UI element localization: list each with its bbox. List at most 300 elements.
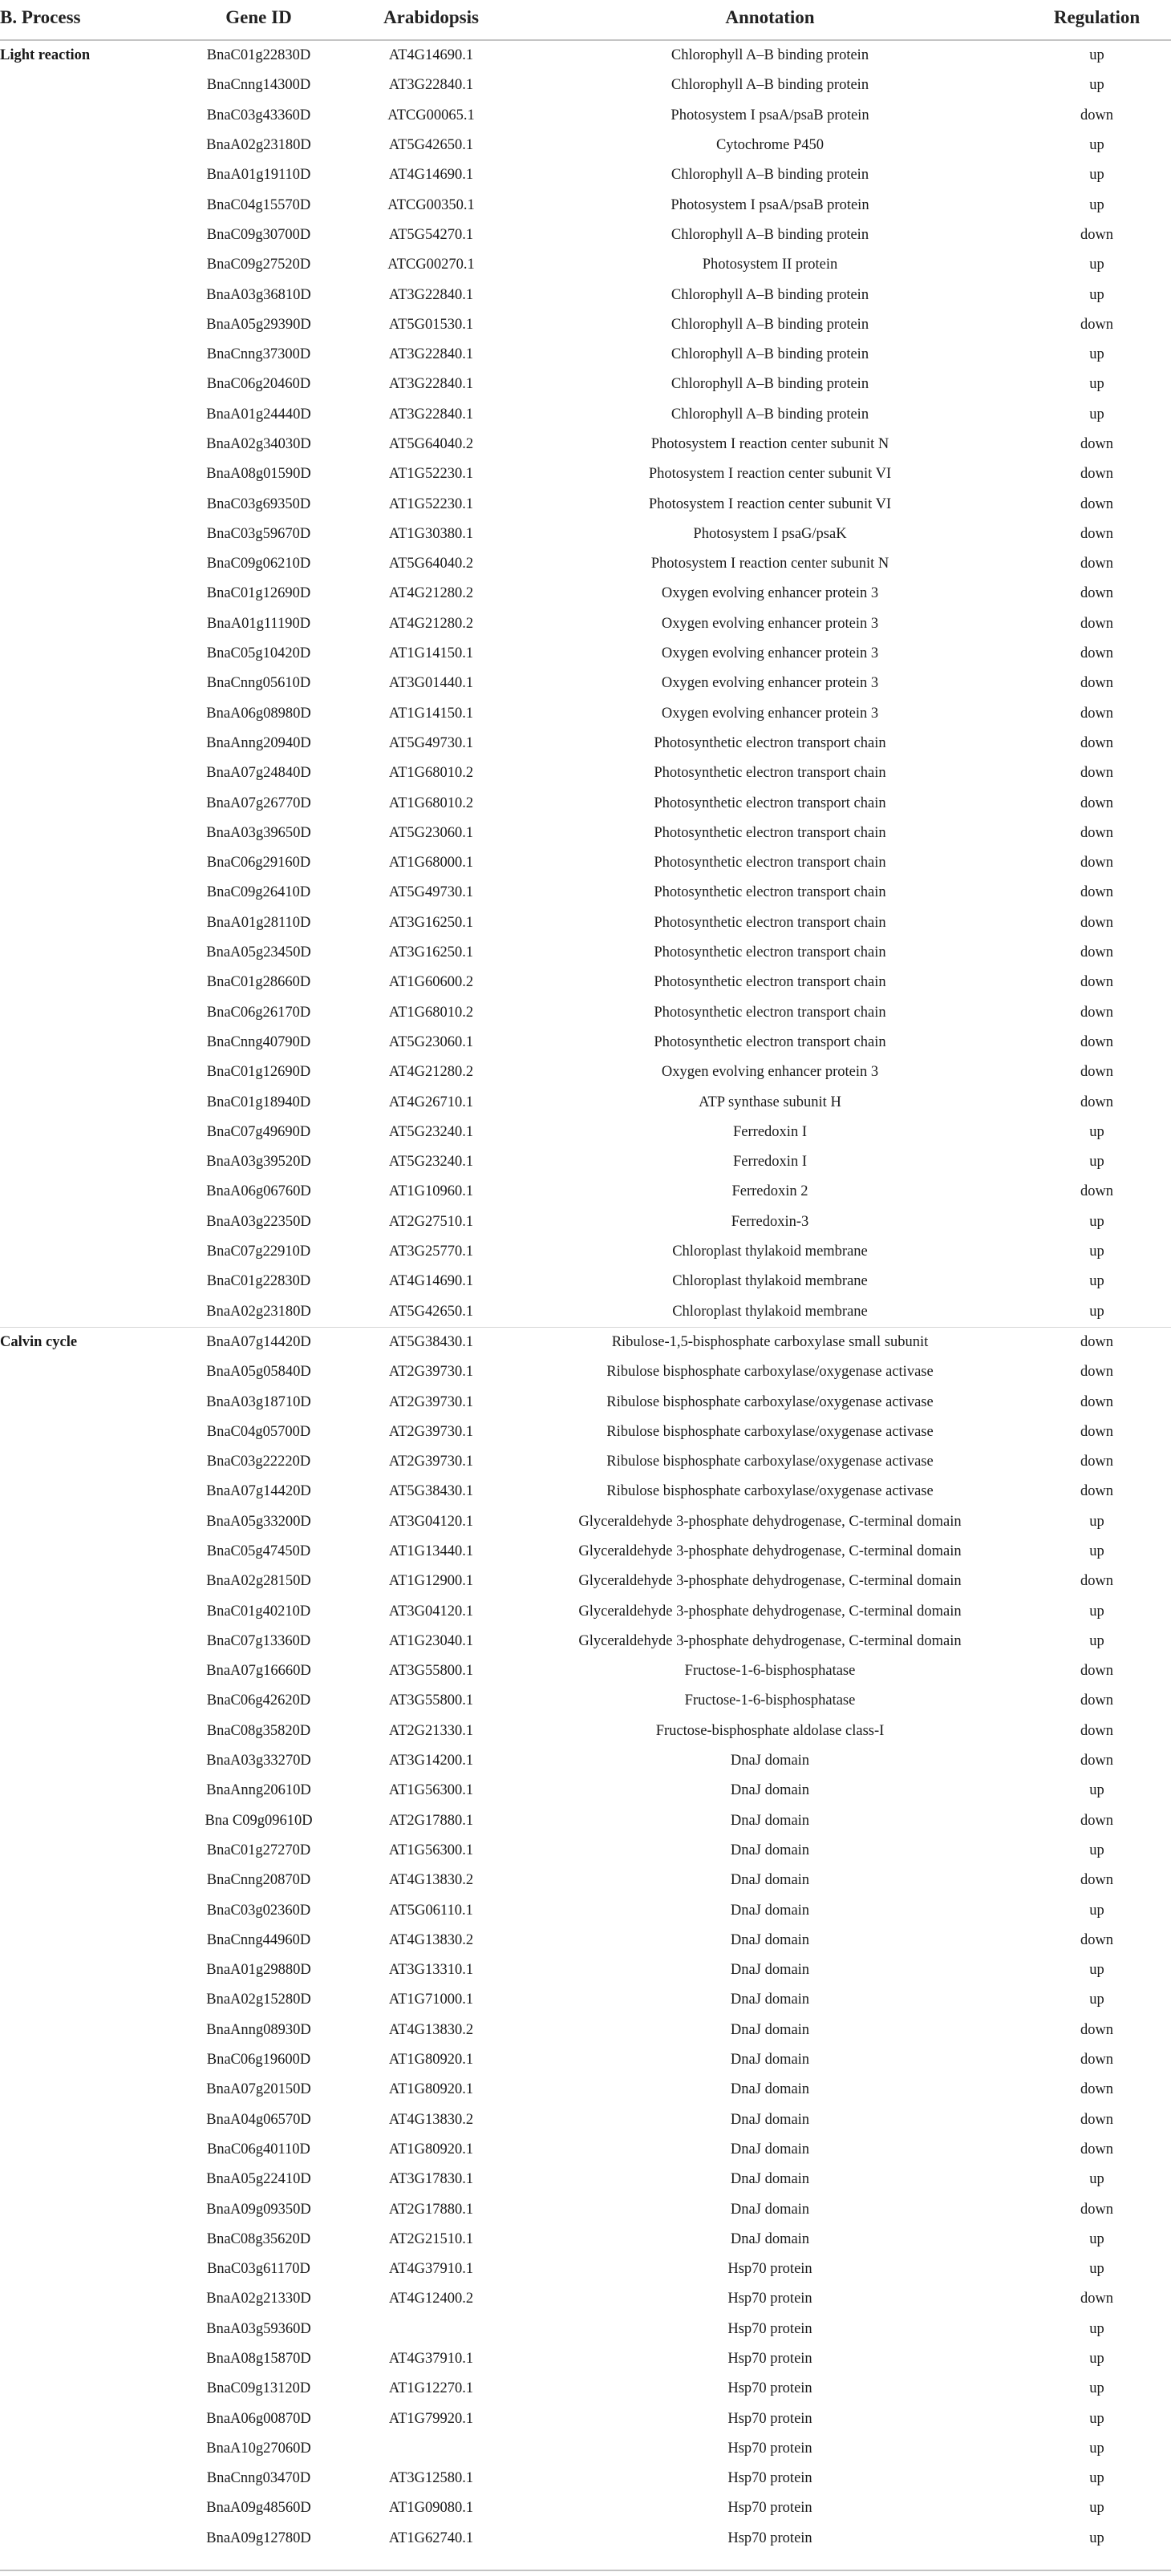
process-cell: Light reaction	[0, 47, 91, 64]
table-row	[0, 1357, 1171, 1387]
gene-id-cell: BnaA05g23450D	[206, 944, 311, 961]
gene-id-cell: BnaA02g23180D	[206, 137, 311, 154]
table-bottom-rule	[0, 2570, 1171, 2571]
table-row	[0, 1746, 1171, 1776]
annotation-cell: Hsp70 protein	[727, 2380, 812, 2397]
table-row	[0, 101, 1171, 131]
annotation-cell: Chlorophyll A–B binding protein	[671, 406, 869, 423]
arabidopsis-cell: AT1G12270.1	[388, 2380, 474, 2397]
arabidopsis-cell: AT5G38430.1	[345, 1327, 517, 1357]
arabidopsis-cell: AT3G14200.1	[388, 1753, 474, 1769]
gene-id-cell: BnaA02g15280D	[206, 1992, 311, 2008]
arabidopsis-cell: AT1G68000.1	[388, 855, 474, 871]
process-cell	[0, 1267, 172, 1296]
table-row	[0, 1267, 1171, 1296]
gene-id-cell: BnaA01g29880D	[206, 1962, 311, 1979]
regulation-cell: down	[1080, 556, 1114, 572]
process-cell	[0, 2194, 172, 2224]
regulation-cell: down	[1080, 734, 1114, 751]
process-cell	[0, 340, 172, 370]
regulation-cell: up	[1089, 2500, 1104, 2517]
table-row	[0, 1926, 1171, 1955]
regulation-cell: up	[1089, 406, 1104, 423]
regulation-cell: down	[1080, 1753, 1114, 1769]
regulation-cell: down	[1080, 974, 1114, 991]
gene-id-cell: BnaC09g30700D	[206, 226, 311, 243]
header-regulation: Regulation	[1023, 0, 1171, 40]
process-cell	[0, 1207, 172, 1237]
table-row	[0, 639, 1171, 669]
gene-id-cell: BnaA02g23180D	[206, 1303, 311, 1320]
arabidopsis-cell: AT5G49730.1	[388, 734, 474, 751]
gene-id-cell: BnaC03g22220D	[206, 1454, 311, 1470]
arabidopsis-cell: AT1G80920.1	[388, 2141, 474, 2157]
table-row	[0, 2374, 1171, 2404]
process-cell	[0, 520, 172, 549]
gene-id-cell: BnaAnng08930D	[206, 2021, 311, 2038]
table-row	[0, 1237, 1171, 1267]
process-cell	[0, 2404, 172, 2433]
process-cell	[0, 1985, 172, 2015]
arabidopsis-cell: AT4G14690.1	[388, 1273, 474, 1290]
annotation-cell: Oxygen evolving enhancer protein 3	[661, 705, 879, 722]
arabidopsis-cell: AT5G42650.1	[388, 137, 474, 154]
annotation-cell: Chlorophyll A–B binding protein	[671, 316, 869, 333]
process-cell	[0, 908, 172, 938]
process-cell	[0, 160, 172, 190]
annotation-cell: Chlorophyll A–B binding protein	[671, 286, 869, 303]
regulation-cell: up	[1089, 1213, 1104, 1230]
process-cell	[0, 1806, 172, 1836]
process-cell	[0, 2493, 172, 2523]
process-cell	[0, 459, 172, 489]
arabidopsis-cell: AT3G12580.1	[388, 2470, 474, 2487]
annotation-cell: DnaJ domain	[730, 1812, 810, 1829]
arabidopsis-cell: AT1G56300.1	[388, 1782, 474, 1799]
arabidopsis-cell: AT5G06110.1	[389, 1902, 473, 1919]
table-row	[0, 1806, 1171, 1836]
process-cell	[0, 1447, 172, 1477]
annotation-cell: Cytochrome P450	[715, 137, 825, 154]
regulation-cell: up	[1089, 1902, 1104, 1919]
annotation-cell: Chlorophyll A–B binding protein	[671, 226, 869, 243]
table-row	[0, 280, 1171, 309]
gene-id-cell: BnaC07g22910D	[206, 1244, 311, 1260]
arabidopsis-cell: AT4G14690.1	[388, 47, 474, 64]
table-row	[0, 2045, 1171, 2075]
annotation-cell: Fructose-1-6-bisphosphatase	[684, 1692, 856, 1709]
arabidopsis-cell: AT1G62740.1	[388, 2529, 474, 2546]
arabidopsis-cell	[345, 2315, 517, 2344]
arabidopsis-cell: AT5G01530.1	[388, 316, 474, 333]
table-row	[0, 1567, 1171, 1596]
regulation-cell: up	[1089, 2410, 1104, 2427]
table-row	[0, 2434, 1171, 2464]
gene-id-cell: BnaC07g49690D	[206, 1123, 311, 1140]
gene-id-cell: BnaA08g15870D	[206, 2351, 311, 2367]
gene-id-cell: BnaA03g33270D	[206, 1753, 311, 1769]
regulation-cell: up	[1089, 2529, 1104, 2546]
process-cell	[0, 2225, 172, 2255]
gene-id-cell: BnaC01g12690D	[206, 1064, 311, 1081]
regulation-cell: down	[1080, 914, 1114, 931]
table-body	[0, 40, 1171, 2554]
gene-id-cell: BnaC09g26410D	[206, 884, 311, 901]
table-row	[0, 1955, 1171, 1985]
annotation-cell: Ribulose-1,5-bisphosphate carboxylase small subunit	[517, 1327, 1023, 1357]
table-row	[0, 2016, 1171, 2045]
gene-id-cell: BnaA02g34030D	[206, 436, 311, 452]
arabidopsis-cell: AT5G49730.1	[388, 884, 474, 901]
process-cell	[0, 1926, 172, 1955]
annotation-cell: DnaJ domain	[730, 2021, 810, 2038]
gene-id-cell: BnaC07g13360D	[206, 1632, 311, 1649]
annotation-cell: Photosystem I reaction center subunit VI	[648, 466, 892, 483]
annotation-cell: Photosynthetic electron transport chain	[654, 824, 886, 841]
gene-id-cell: BnaA07g20150D	[206, 2081, 311, 2098]
annotation-cell: Hsp70 protein	[727, 2261, 812, 2278]
regulation-cell: down	[1080, 2111, 1114, 2128]
regulation-cell: down	[1080, 1393, 1114, 1410]
arabidopsis-cell: AT3G22840.1	[388, 376, 474, 393]
annotation-cell: Photosystem I psaA/psaB protein	[671, 107, 869, 123]
gene-id-cell: BnaA09g09350D	[206, 2201, 311, 2218]
gene-id-cell: BnaC01g27270D	[206, 1842, 311, 1858]
annotation-cell: Hsp70 protein	[727, 2410, 812, 2427]
regulation-cell: up	[1089, 1603, 1104, 1620]
table-row	[0, 310, 1171, 340]
table-row	[0, 1417, 1171, 1447]
table-row	[0, 938, 1171, 968]
arabidopsis-cell: AT5G42650.1	[388, 1303, 474, 1320]
process-cell	[0, 1477, 172, 1506]
gene-id-cell: BnaC06g20460D	[206, 376, 311, 393]
gene-id-cell: BnaA04g06570D	[206, 2111, 311, 2128]
annotation-cell: DnaJ domain	[730, 2230, 810, 2247]
process-cell	[0, 310, 172, 340]
regulation-cell: up	[1089, 196, 1104, 213]
arabidopsis-cell	[345, 2434, 517, 2464]
annotation-cell: DnaJ domain	[730, 2081, 810, 2098]
process-cell	[0, 669, 172, 698]
process-cell	[0, 2016, 172, 2045]
table-row	[0, 40, 1171, 71]
arabidopsis-cell: AT2G39730.1	[388, 1423, 474, 1440]
regulation-cell: down	[1080, 705, 1114, 722]
gene-id-cell: BnaA07g16660D	[206, 1663, 311, 1680]
gene-id-cell: BnaC03g61170D	[207, 2261, 310, 2278]
gene-id-cell: BnaC03g69350D	[206, 495, 311, 512]
annotation-cell: Photosynthetic electron transport chain	[654, 1033, 886, 1050]
gene-id-cell: BnaA03g36810D	[206, 286, 311, 303]
gene-id-cell: BnaA10g27060D	[206, 2440, 311, 2457]
table-row	[0, 1477, 1171, 1506]
gene-id-cell: BnaAnng20940D	[206, 734, 311, 751]
table-row	[0, 2105, 1171, 2134]
annotation-cell: Hsp70 protein	[727, 2470, 812, 2487]
arabidopsis-cell: AT3G04120.1	[388, 1603, 474, 1620]
regulation-cell: up	[1089, 1782, 1104, 1799]
regulation-cell: up	[1089, 1273, 1104, 1290]
annotation-cell: DnaJ domain	[730, 1902, 810, 1919]
regulation-cell: down	[1080, 2141, 1114, 2157]
gene-id-cell: BnaCnng14300D	[206, 77, 311, 94]
arabidopsis-cell: AT3G16250.1	[388, 944, 474, 961]
regulation-cell: up	[1089, 1842, 1104, 1858]
regulation-cell: down	[1080, 2291, 1114, 2307]
annotation-cell: Ferredoxin-3	[731, 1213, 809, 1230]
process-cell	[0, 1866, 172, 1895]
table-row	[0, 340, 1171, 370]
annotation-cell: Ferredoxin I	[733, 1123, 807, 1140]
arabidopsis-cell: AT5G23060.1	[388, 1033, 474, 1050]
regulation-cell: up	[1089, 257, 1104, 273]
regulation-cell: down	[1080, 2052, 1114, 2068]
gene-id-cell: BnaA01g28110D	[206, 914, 311, 931]
gene-id-cell: BnaC06g42620D	[206, 1692, 311, 1709]
process-cell	[0, 1237, 172, 1267]
annotation-cell: Chloroplast thylakoid membrane	[672, 1273, 868, 1290]
annotation-cell: DnaJ domain	[730, 1782, 810, 1799]
process-cell	[0, 190, 172, 220]
arabidopsis-cell: AT4G37910.1	[388, 2261, 474, 2278]
annotation-cell: Ferredoxin I	[733, 1154, 807, 1171]
arabidopsis-cell: AT3G22840.1	[388, 286, 474, 303]
process-cell	[0, 1507, 172, 1537]
process-cell	[0, 1686, 172, 1716]
table-row	[0, 848, 1171, 878]
table-row	[0, 609, 1171, 639]
regulation-cell: up	[1089, 2171, 1104, 2188]
regulation-cell: up	[1089, 1303, 1104, 1320]
regulation-cell: down	[1080, 2201, 1114, 2218]
gene-id-cell: BnaCnng20870D	[206, 1872, 311, 1889]
gene-id-cell: BnaA07g14420D	[172, 1327, 345, 1357]
gene-id-cell: BnaCnng40790D	[206, 1033, 311, 1050]
table-row	[0, 2404, 1171, 2433]
gene-id-cell: BnaA06g06760D	[206, 1183, 311, 1200]
gene-id-cell: BnaAnng20610D	[206, 1782, 311, 1799]
regulation-cell: down	[1080, 1483, 1114, 1500]
process-cell	[0, 1836, 172, 1866]
arabidopsis-cell: AT3G17830.1	[388, 2171, 474, 2188]
gene-id-cell: BnaA07g24840D	[206, 765, 311, 782]
annotation-cell: Oxygen evolving enhancer protein 3	[661, 675, 879, 692]
regulation-cell: down	[1080, 1064, 1114, 1081]
table-row	[0, 699, 1171, 729]
table-row	[0, 131, 1171, 160]
table-row	[0, 1776, 1171, 1806]
arabidopsis-cell: AT5G38430.1	[388, 1483, 474, 1500]
gene-id-cell: BnaC01g18940D	[206, 1094, 311, 1110]
regulation-cell: down	[1080, 1004, 1114, 1021]
regulation-cell: down	[1080, 585, 1114, 602]
arabidopsis-cell: AT4G21280.2	[388, 615, 474, 632]
annotation-cell: Glyceraldehyde 3-phosphate dehydrogenase, C-terminal domain	[578, 1513, 962, 1530]
regulation-cell: up	[1089, 2380, 1104, 2397]
table-row	[0, 998, 1171, 1028]
annotation-cell: Photosystem I psaG/psaK	[693, 525, 847, 542]
process-cell	[0, 2105, 172, 2134]
process-cell	[0, 2374, 172, 2404]
gene-id-cell: BnaA09g48560D	[206, 2500, 311, 2517]
regulation-cell: down	[1080, 1931, 1114, 1948]
header-process: B. Process	[0, 0, 172, 40]
annotation-cell: Photosystem II protein	[702, 257, 838, 273]
gene-id-cell: BnaA01g24440D	[206, 406, 311, 423]
annotation-cell: Photosystem I reaction center subunit N	[650, 556, 889, 572]
table-row	[0, 2344, 1171, 2374]
table-row	[0, 1985, 1171, 2015]
arabidopsis-cell: AT1G68010.2	[388, 765, 474, 782]
gene-id-cell: BnaC09g13120D	[206, 2380, 311, 2397]
process-cell	[0, 609, 172, 639]
gene-id-cell: BnaC01g22830D	[206, 47, 311, 64]
table-row	[0, 190, 1171, 220]
table-row	[0, 160, 1171, 190]
table-row	[0, 1656, 1171, 1686]
regulation-cell: up	[1089, 1962, 1104, 1979]
arabidopsis-cell: AT4G13830.2	[388, 2021, 474, 2038]
arabidopsis-cell: AT1G14150.1	[388, 705, 474, 722]
table-row	[0, 1387, 1171, 1417]
arabidopsis-cell: AT1G80920.1	[388, 2052, 474, 2068]
annotation-cell: Glyceraldehyde 3-phosphate dehydrogenase, C-terminal domain	[578, 1573, 962, 1590]
table-row	[0, 1147, 1171, 1177]
table-row	[0, 1537, 1171, 1567]
gene-id-cell: BnaC04g05700D	[206, 1423, 311, 1440]
annotation-cell: DnaJ domain	[730, 1872, 810, 1889]
header-row	[0, 0, 1171, 40]
gene-id-cell: BnaA02g21330D	[206, 2291, 311, 2307]
annotation-cell: Photosynthetic electron transport chain	[654, 1004, 886, 1021]
process-cell	[0, 758, 172, 788]
annotation-cell: DnaJ domain	[730, 1962, 810, 1979]
arabidopsis-cell: AT2G17880.1	[388, 2201, 474, 2218]
annotation-cell: DnaJ domain	[730, 1753, 810, 1769]
arabidopsis-cell: AT4G13830.2	[388, 1872, 474, 1889]
annotation-cell: Chloroplast thylakoid membrane	[672, 1303, 868, 1320]
process-cell: Calvin cycle	[0, 1327, 172, 1357]
gene-id-cell: BnaA02g28150D	[206, 1573, 311, 1590]
regulation-cell: down	[1080, 1573, 1114, 1590]
table-row	[0, 1686, 1171, 1716]
table-row	[0, 2135, 1171, 2165]
arabidopsis-cell: AT2G21510.1	[388, 2230, 474, 2247]
gene-id-cell: BnaA07g14420D	[206, 1483, 311, 1500]
annotation-cell: ATP synthase subunit H	[699, 1094, 841, 1110]
regulation-cell: up	[1089, 1543, 1104, 1559]
annotation-cell: Chloroplast thylakoid membrane	[672, 1244, 868, 1260]
process-cell	[0, 280, 172, 309]
regulation-cell: down	[1080, 495, 1114, 512]
arabidopsis-cell: AT1G52230.1	[388, 466, 474, 483]
process-cell	[0, 2135, 172, 2165]
table-row	[0, 2075, 1171, 2105]
arabidopsis-cell: AT2G39730.1	[388, 1454, 474, 1470]
regulation-cell: up	[1089, 286, 1104, 303]
process-cell	[0, 2524, 172, 2554]
table-row	[0, 1717, 1171, 1746]
process-cell	[0, 2045, 172, 2075]
table-row	[0, 1596, 1171, 1626]
regulation-cell: down	[1080, 2081, 1114, 2098]
arabidopsis-cell: AT2G39730.1	[388, 1393, 474, 1410]
annotation-cell: Glyceraldehyde 3-phosphate dehydrogenase, C-terminal domain	[578, 1632, 962, 1649]
gene-id-cell: BnaC03g59670D	[206, 525, 311, 542]
process-cell	[0, 1776, 172, 1806]
regulation-cell: down	[1080, 675, 1114, 692]
regulation-cell: down	[1080, 1663, 1114, 1680]
arabidopsis-cell: AT5G23240.1	[388, 1154, 474, 1171]
table-row	[0, 758, 1171, 788]
table-row	[0, 370, 1171, 399]
process-cell	[0, 1417, 172, 1447]
gene-id-cell: BnaA03g39520D	[206, 1154, 311, 1171]
table-row	[0, 1866, 1171, 1895]
regulation-cell: down	[1080, 944, 1114, 961]
header-annotation: Annotation	[517, 0, 1023, 40]
annotation-cell: Ferredoxin 2	[731, 1183, 808, 1200]
regulation-cell: down	[1080, 1423, 1114, 1440]
process-cell	[0, 1656, 172, 1686]
arabidopsis-cell: AT3G01440.1	[388, 675, 474, 692]
table-row	[0, 549, 1171, 579]
table-row	[0, 968, 1171, 997]
process-cell	[0, 2434, 172, 2464]
arabidopsis-cell: ATCG00270.1	[387, 257, 475, 273]
table-row	[0, 430, 1171, 459]
regulation-cell: down	[1080, 1033, 1114, 1050]
arabidopsis-cell: AT3G16250.1	[388, 914, 474, 931]
process-cell	[0, 878, 172, 908]
gene-id-cell: Bna C09g09610D	[205, 1812, 313, 1829]
arabidopsis-cell: AT1G52230.1	[388, 495, 474, 512]
regulation-cell: down	[1080, 615, 1114, 632]
gene-id-cell: BnaC03g43360D	[206, 107, 311, 123]
arabidopsis-cell: AT4G37910.1	[388, 2351, 474, 2367]
process-cell	[0, 848, 172, 878]
arabidopsis-cell: AT3G04120.1	[388, 1513, 474, 1530]
gene-id-cell: BnaA03g39650D	[206, 824, 311, 841]
table-row	[0, 71, 1171, 100]
table-row	[0, 908, 1171, 938]
annotation-cell: Hsp70 protein	[727, 2529, 812, 2546]
table-row	[0, 2225, 1171, 2255]
table-row	[0, 400, 1171, 430]
process-cell	[0, 220, 172, 250]
process-cell	[0, 1057, 172, 1087]
annotation-cell: Photosynthetic electron transport chain	[654, 795, 886, 811]
arabidopsis-cell: AT4G14690.1	[388, 167, 474, 184]
table-row	[0, 1207, 1171, 1237]
regulation-cell: up	[1089, 2320, 1104, 2337]
process-cell	[0, 250, 172, 280]
annotation-cell: Chlorophyll A–B binding protein	[671, 167, 869, 184]
regulation-cell: down	[1080, 1722, 1114, 1739]
table-row	[0, 1028, 1171, 1057]
table-row	[0, 1087, 1171, 1117]
process-cell	[0, 938, 172, 968]
arabidopsis-cell: AT1G68010.2	[388, 1004, 474, 1021]
annotation-cell: Glyceraldehyde 3-phosphate dehydrogenase, C-terminal domain	[578, 1543, 962, 1559]
regulation-cell: down	[1080, 107, 1114, 123]
annotation-cell: DnaJ domain	[730, 2111, 810, 2128]
table-row	[0, 1507, 1171, 1537]
arabidopsis-cell: AT5G64040.2	[388, 436, 474, 452]
regulation-cell: down	[1080, 824, 1114, 841]
table-row	[0, 520, 1171, 549]
